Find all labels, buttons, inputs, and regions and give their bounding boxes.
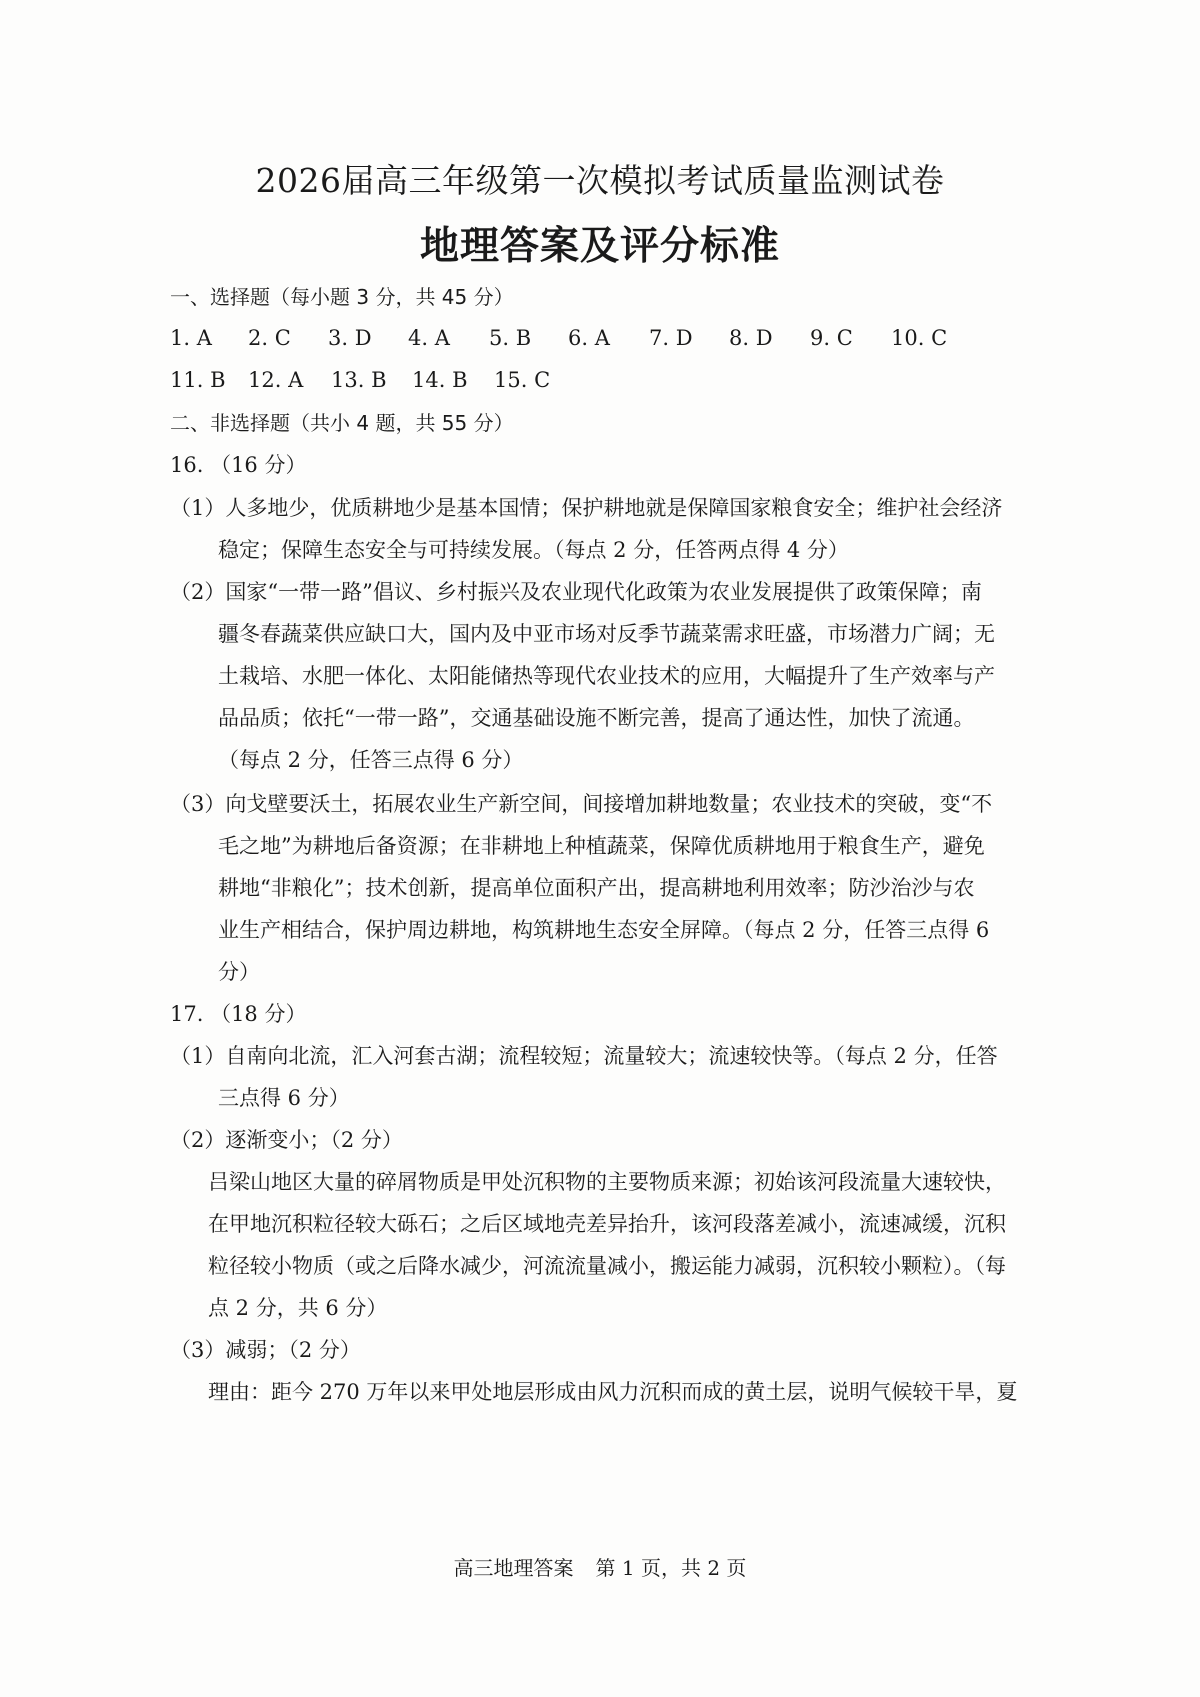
answers-row-1 <box>170 323 970 353</box>
answer-item: 7. D <box>649 326 693 350</box>
answer-item: 9. C <box>810 326 853 350</box>
footer-page-number: 第 1 页，共 2 页 <box>595 1556 747 1580</box>
answer-item: 2. C <box>248 326 291 350</box>
page-footer <box>0 1552 1200 1581</box>
q16-part2-line: 品品质；依托“一带一路”，交通基础设施不断完善，提高了通达性，加快了流通。 <box>218 706 975 730</box>
q17-part1-line: 三点得 6 分） <box>218 1086 350 1110</box>
q16-part2-line: （每点 2 分，任答三点得 6 分） <box>218 748 524 772</box>
answer-item: 1. A <box>170 326 212 350</box>
q17-part3-head: （3）减弱；（2 分） <box>170 1338 361 1362</box>
answer-item: 3. D <box>328 326 372 350</box>
q17-part3-line: 理由：距今 270 万年以来甲处地层形成由风力沉积而成的黄土层，说明气候较干旱，夏 <box>208 1380 1018 1404</box>
q16-part2-line: 土栽培、水肥一体化、太阳能储热等现代农业技术的应用，大幅提升了生产效率与产 <box>218 664 995 688</box>
q17-part2-line: 点 2 分，共 6 分） <box>208 1296 388 1320</box>
answer-item: 11. B <box>170 368 226 392</box>
q16-part2-line: （2）国家“一带一路”倡议、乡村振兴及农业现代化政策为农业发展提供了政策保障；南 <box>170 580 982 604</box>
q16-part2-line: 疆冬春蔬菜供应缺口大，国内及中亚市场对反季节蔬菜需求旺盛，市场潜力广阔；无 <box>218 622 995 646</box>
q17-part2-line: 在甲地沉积粒径较大砾石；之后区域地壳差异抬升，该河段落差减小，流速减缓，沉积 <box>208 1212 1006 1236</box>
section2-heading: 二、非选择题（共小 4 题，共 55 分） <box>170 411 514 435</box>
q16-part1-line: 稳定；保障生态安全与可持续发展。（每点 2 分，任答两点得 4 分） <box>218 538 849 562</box>
q17-part2-line: 吕梁山地区大量的碎屑物质是甲处沉积物的主要物质来源；初始该河段流量大速较快， <box>208 1170 1006 1194</box>
q16-part3-line: 耕地“非粮化”；技术创新，提高单位面积产出，提高耕地利用效率；防沙治沙与农 <box>218 876 975 900</box>
answer-item: 15. C <box>494 368 551 392</box>
answer-item: 6. A <box>568 326 610 350</box>
answer-item: 4. A <box>408 326 450 350</box>
section1-heading: 一、选择题（每小题 3 分，共 45 分） <box>170 285 514 309</box>
answer-item: 5. B <box>489 326 532 350</box>
q17-part2-line: 粒径较小物质（或之后降水减少，河流流量减小，搬运能力减弱，沉积较小颗粒）。（每 <box>208 1254 1006 1278</box>
answer-item: 14. B <box>412 368 468 392</box>
exam-title: 2026届高三年级第一次模拟考试质量监测试卷 <box>255 161 945 200</box>
q16-part3-line: 业生产相结合，保护周边耕地，构筑耕地生态安全屏障。（每点 2 分，任答三点得 6 <box>218 918 990 942</box>
answer-item: 8. D <box>729 326 773 350</box>
q16-header: 16. （16 分） <box>170 453 307 477</box>
answers-row-2 <box>170 365 970 395</box>
q16-part3-line: （3）向戈壁要沃土，拓展农业生产新空间，间接增加耕地数量；农业技术的突破，变“不 <box>170 792 993 816</box>
q17-part1-line: （1）自南向北流，汇入河套古湖；流程较短；流量较大；流速较快等。（每点 2 分，任答 <box>170 1044 998 1068</box>
q16-part1-line: （1）人多地少，优质耕地少是基本国情；保护耕地就是保障国家粮食安全；维护社会经济 <box>170 496 1003 520</box>
answer-item: 10. C <box>891 326 948 350</box>
answer-item: 12. A <box>248 368 304 392</box>
footer-course: 高三地理答案 <box>453 1556 574 1580</box>
q16-part3-line: 毛之地”为耕地后备资源；在非耕地上种植蔬菜，保障优质耕地用于粮食生产，避免 <box>218 834 985 858</box>
q17-header: 17. （18 分） <box>170 1002 307 1026</box>
exam-subtitle: 地理答案及评分标准 <box>419 224 780 269</box>
answer-item: 13. B <box>331 368 387 392</box>
q17-part2-head: （2）逐渐变小；（2 分） <box>170 1128 403 1152</box>
q16-part3-line: 分） <box>218 960 260 984</box>
